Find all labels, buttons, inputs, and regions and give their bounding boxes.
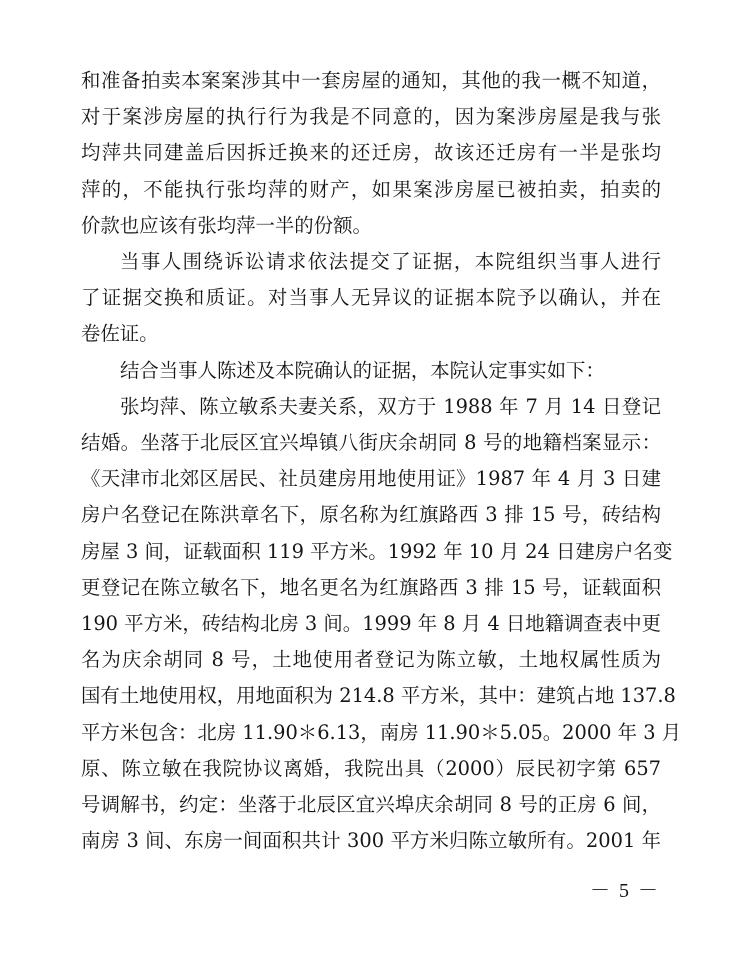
- document-body: [81, 63, 682, 859]
- text-line: 原、陈立敏在我院协议离婚，我院出具（2000）辰民初字第 657: [81, 756, 661, 780]
- text-line: 和准备拍卖本案案涉其中一套房屋的通知，其他的我一概不知道，: [81, 69, 661, 92]
- text-line: 张均萍、陈立敏系夫妻关系，双方于 1988 年 7 月 14 日登记: [120, 394, 661, 418]
- text-line: 均萍共同建盖后因拆迁换来的还迁房，故该还迁房有一半是张均: [81, 141, 661, 165]
- text-line: 南房 3 间、东房一间面积共计 300 平方米归陈立敏所有。2001 年: [81, 829, 661, 853]
- text-line: 房屋 3 间，证载面积 119 平方米。1992 年 10 月 24 日建房户名变: [81, 539, 673, 563]
- text-line: 了证据交换和质证。对当事人无异议的证据本院予以确认，并在: [81, 286, 661, 310]
- text-line: 更登记在陈立敏名下，地名更名为红旗路西 3 排 15 号，证载面积: [81, 575, 661, 599]
- text-line: 结婚。坐落于北辰区宜兴埠镇八街庆余胡同 8 号的地籍档案显示：: [81, 431, 661, 455]
- text-line: 平方米包含：北房 11.90＊6.13，南房 11.90＊5.05。2000 年 3 月: [81, 720, 682, 744]
- page-number: － 5 －: [590, 880, 660, 902]
- text-line: 价款也应该有张均萍一半的份额。: [81, 213, 372, 237]
- text-line: 结合当事人陈述及本院确认的证据，本院认定事实如下：: [120, 358, 605, 382]
- text-line: 当事人围绕诉讼请求依法提交了证据，本院组织当事人进行: [120, 250, 661, 274]
- text-line: 《天津市北郊区居民、社员建房用地使用证》1987 年 4 月 3 日建: [81, 467, 661, 491]
- text-line: 国有土地使用权，用地面积为 214.8 平方米，其中：建筑占地 137.8: [81, 684, 676, 708]
- text-line: 房户名登记在陈洪章名下，原名称为红旗路西 3 排 15 号，砖结构: [81, 503, 661, 527]
- text-line: 萍的，不能执行张均萍的财产，如果案涉房屋已被拍卖，拍卖的: [81, 177, 661, 201]
- text-line: 名为庆余胡同 8 号，土地使用者登记为陈立敏，土地权属性质为: [81, 648, 661, 672]
- text-line: 卷佐证。: [81, 322, 159, 346]
- text-line: 190 平方米，砖结构北房 3 间。1999 年 8 月 4 日地籍调查表中更: [81, 612, 661, 636]
- text-line: 对于案涉房屋的执行行为我是不同意的，因为案涉房屋是我与张: [81, 105, 661, 129]
- text-line: 号调解书，约定：坐落于北辰区宜兴埠庆余胡同 8 号的正房 6 间，: [81, 793, 661, 817]
